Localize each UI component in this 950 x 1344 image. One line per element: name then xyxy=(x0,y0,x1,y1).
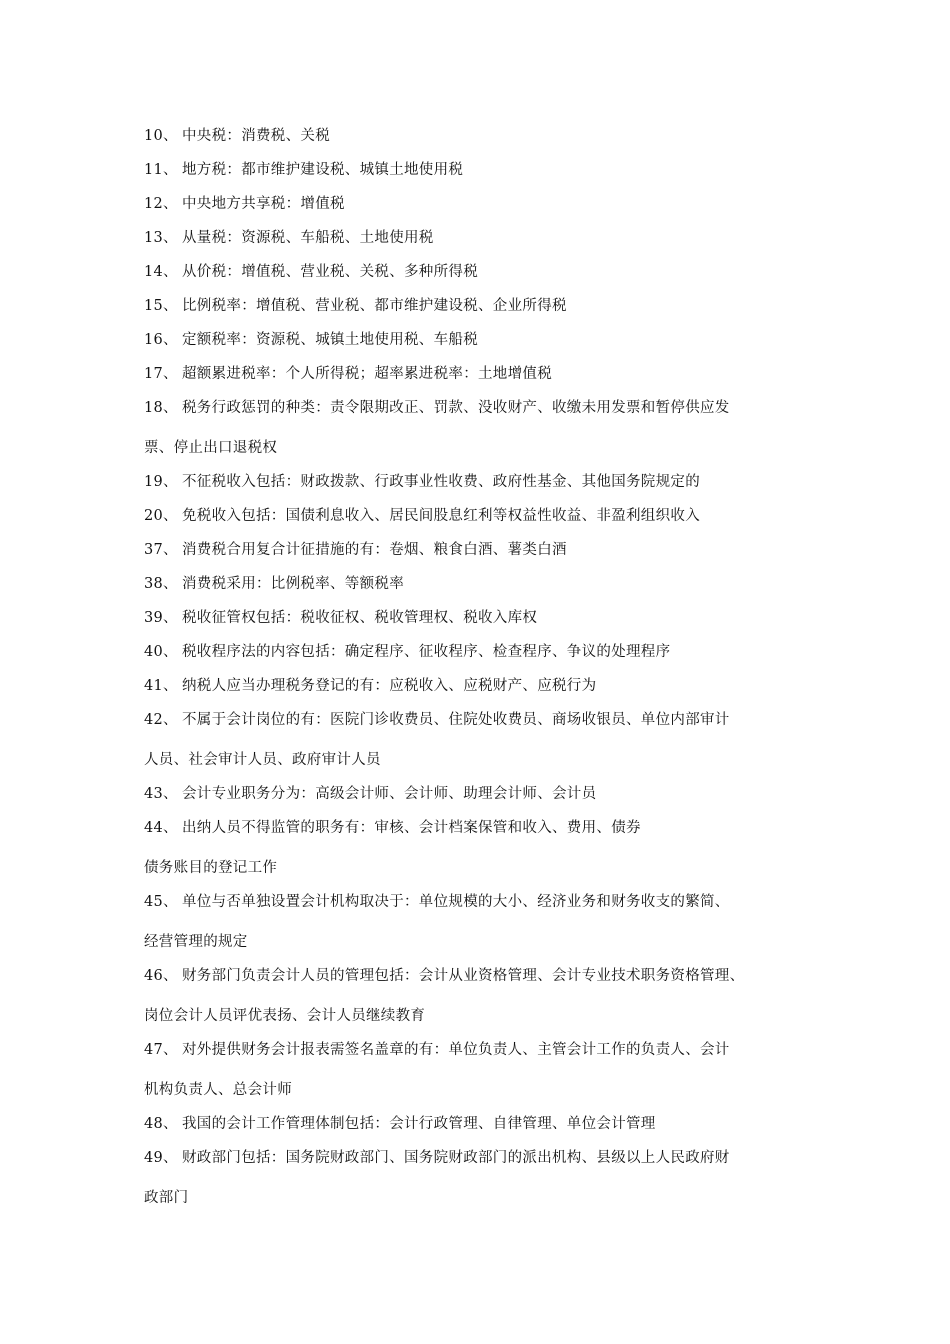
item-text: 不征税收入包括：财政拨款、行政事业性收费、政府性基金、其他国务院规定的 xyxy=(182,474,700,490)
list-item xyxy=(144,963,834,1003)
list-item xyxy=(144,707,834,747)
list-item xyxy=(144,781,834,815)
item-number: 11、 xyxy=(144,162,178,178)
item-number: 45、 xyxy=(144,894,178,910)
item-text: 出纳人员不得监管的职务有：审核、会计档案保管和收入、费用、债券 xyxy=(182,820,641,836)
list-item xyxy=(144,293,834,327)
item-number: 41、 xyxy=(144,678,178,694)
list-item-continuation: 债务账目的登记工作 xyxy=(144,860,278,876)
list-item xyxy=(144,673,834,707)
item-number: 47、 xyxy=(144,1042,178,1058)
item-number: 14、 xyxy=(144,264,178,280)
item-number: 17、 xyxy=(144,366,178,382)
item-number: 46、 xyxy=(144,968,178,984)
list-item xyxy=(144,395,834,435)
list-item xyxy=(144,327,834,361)
item-text: 税务行政惩罚的种类：责令限期改正、罚款、没收财产、收缴未用发票和暂停供应发 xyxy=(182,400,730,416)
item-text: 中央地方共享税：增值税 xyxy=(182,196,345,212)
list-item xyxy=(144,259,834,293)
list-item xyxy=(144,191,834,225)
item-number: 12、 xyxy=(144,196,178,212)
item-number: 20、 xyxy=(144,508,178,524)
item-number: 15、 xyxy=(144,298,178,314)
item-number: 43、 xyxy=(144,786,178,802)
list-item xyxy=(144,123,834,157)
item-text: 税收程序法的内容包括：确定程序、征收程序、检查程序、争议的处理程序 xyxy=(182,644,671,660)
list-item xyxy=(144,1111,834,1145)
item-text: 对外提供财务会计报表需签名盖章的有：单位负责人、主管会计工作的负责人、会计 xyxy=(182,1042,730,1058)
list-item-continuation: 岗位会计人员评优表扬、会计人员继续教育 xyxy=(144,1008,426,1024)
item-text: 超额累进税率：个人所得税；超率累进税率：土地增值税 xyxy=(182,366,552,382)
item-number: 49、 xyxy=(144,1150,178,1166)
item-list xyxy=(144,123,834,1219)
item-number: 10、 xyxy=(144,128,178,144)
list-item xyxy=(144,815,834,855)
item-number: 16、 xyxy=(144,332,178,348)
item-text: 财务部门负责会计人员的管理包括：会计从业资格管理、会计专业技术职务资格管理、 xyxy=(182,968,745,984)
item-text: 比例税率：增值税、营业税、都市维护建设税、企业所得税 xyxy=(182,298,567,314)
list-item xyxy=(144,889,834,929)
item-text: 从价税：增值税、营业税、关税、多种所得税 xyxy=(182,264,478,280)
list-item xyxy=(144,503,834,537)
list-item xyxy=(144,1037,834,1077)
list-item-continuation: 经营管理的规定 xyxy=(144,934,248,950)
item-text: 从量税：资源税、车船税、土地使用税 xyxy=(182,230,434,246)
list-item xyxy=(144,469,834,503)
list-item xyxy=(144,361,834,395)
item-number: 42、 xyxy=(144,712,178,728)
list-item-continuation: 人员、社会审计人员、政府审计人员 xyxy=(144,752,381,768)
item-number: 19、 xyxy=(144,474,178,490)
item-text: 消费税合用复合计征措施的有：卷烟、粮食白酒、薯类白酒 xyxy=(182,542,567,558)
item-text: 财政部门包括：国务院财政部门、国务院财政部门的派出机构、县级以上人民政府财 xyxy=(182,1150,730,1166)
item-text: 税收征管权包括：税收征权、税收管理权、税收入库权 xyxy=(182,610,538,626)
item-text: 我国的会计工作管理体制包括：会计行政管理、自律管理、单位会计管理 xyxy=(182,1116,656,1132)
item-text: 中央税：消费税、关税 xyxy=(182,128,330,144)
list-item xyxy=(144,157,834,191)
list-item xyxy=(144,225,834,259)
item-number: 39、 xyxy=(144,610,178,626)
list-item xyxy=(144,537,834,571)
item-number: 40、 xyxy=(144,644,178,660)
list-item-continuation: 机构负责人、总会计师 xyxy=(144,1082,292,1098)
item-number: 38、 xyxy=(144,576,178,592)
item-number: 18、 xyxy=(144,400,178,416)
item-text: 纳税人应当办理税务登记的有：应税收入、应税财产、应税行为 xyxy=(182,678,597,694)
item-text: 单位与否单独设置会计机构取决于：单位规模的大小、经济业务和财务收支的繁简、 xyxy=(182,894,730,910)
item-number: 37、 xyxy=(144,542,178,558)
list-item-continuation: 政部门 xyxy=(144,1190,189,1206)
document-body xyxy=(144,123,834,1219)
list-item-continuation: 票、停止出口退税权 xyxy=(144,440,278,456)
item-number: 48、 xyxy=(144,1116,178,1132)
item-number: 13、 xyxy=(144,230,178,246)
list-item xyxy=(144,605,834,639)
item-text: 定额税率：资源税、城镇土地使用税、车船税 xyxy=(182,332,478,348)
item-text: 地方税：都市维护建设税、城镇土地使用税 xyxy=(182,162,464,178)
item-number: 44、 xyxy=(144,820,178,836)
item-text: 会计专业职务分为：高级会计师、会计师、助理会计师、会计员 xyxy=(182,786,597,802)
list-item xyxy=(144,1145,834,1185)
item-text: 不属于会计岗位的有：医院门诊收费员、住院处收费员、商场收银员、单位内部审计 xyxy=(182,712,730,728)
item-text: 消费税采用：比例税率、等额税率 xyxy=(182,576,404,592)
item-text: 免税收入包括：国债利息收入、居民间股息红利等权益性收益、非盈利组织收入 xyxy=(182,508,700,524)
list-item xyxy=(144,639,834,673)
list-item xyxy=(144,571,834,605)
